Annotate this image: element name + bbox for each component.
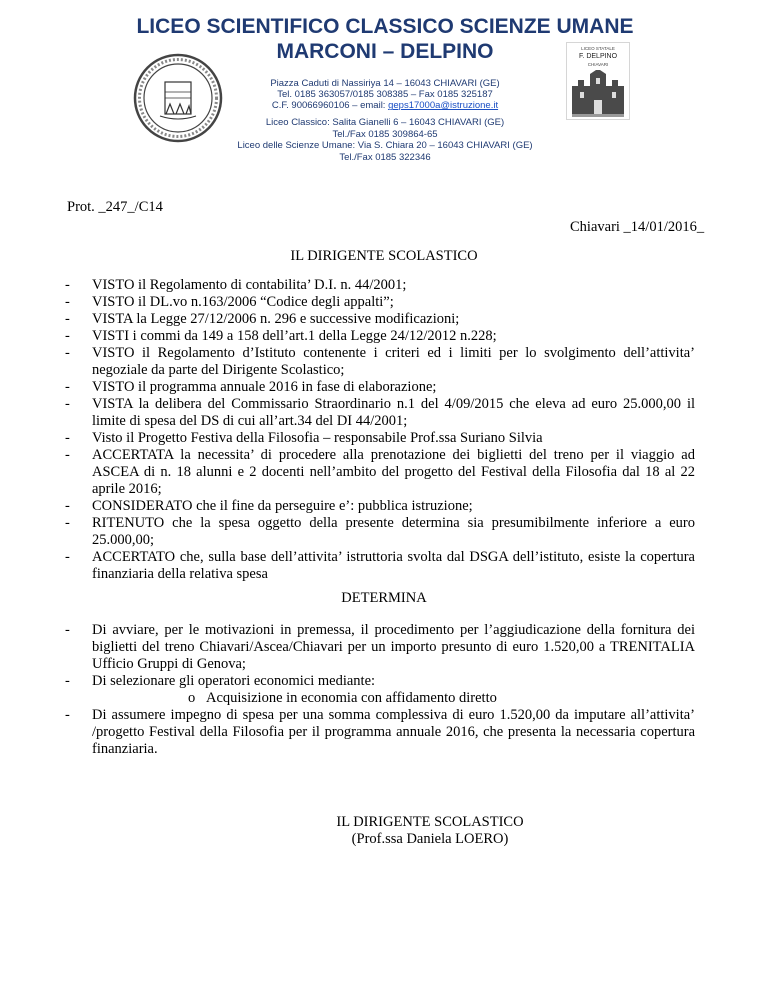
address-line: Piazza Caduti di Nassiriya 14 – 16043 CHIAVARI (GE) bbox=[270, 78, 500, 89]
dash: - bbox=[65, 498, 70, 514]
classico-phone: Tel./Fax 0185 309864-65 bbox=[332, 128, 438, 140]
list-item bbox=[65, 277, 695, 294]
determina-list bbox=[65, 622, 695, 758]
heading-dirigente: IL DIRIGENTE SCOLASTICO bbox=[290, 248, 478, 264]
school-title-line1: LICEO SCIENTIFICO CLASSICO SCIENZE UMANE bbox=[136, 15, 634, 38]
scienze-umane-phone: Tel./Fax 0185 322346 bbox=[339, 151, 431, 163]
item-text: Di selezionare gli operatori economici mediante: bbox=[92, 673, 376, 689]
list-item bbox=[65, 396, 695, 430]
item-text: VISTI i commi da 149 a 158 dell’art.1 della Legge 24/12/2012 n.228; bbox=[92, 328, 497, 344]
signature-title: IL DIRIGENTE SCOLASTICO bbox=[336, 814, 524, 830]
logo-line-3: CHIAVARI bbox=[587, 62, 609, 67]
visto-list bbox=[65, 277, 695, 583]
contact-block bbox=[210, 78, 560, 112]
list-item bbox=[65, 294, 695, 311]
delpino-logo bbox=[566, 42, 630, 120]
item-text: Di avviare, per le motivazioni in premessa, il procedimento per l’aggiudicazione della fornitura dei biglietti del treno Chiavari/Ascea/Chiavari per un importo presunto di euro 1.520,00 a TRENITALIA Ufficio Gruppi di Genova; bbox=[92, 622, 695, 672]
item-text: ACCERTATO che, sulla base dell’attivita’ istruttoria svolta dal DSGA dell’istituto, esiste la copertura finanziaria della relativa spesa bbox=[92, 549, 695, 582]
dash: - bbox=[65, 277, 70, 293]
signature-block bbox=[300, 814, 560, 848]
dash: - bbox=[65, 328, 70, 344]
item-text: VISTA la Legge 27/12/2006 n. 296 e successive modificazioni; bbox=[92, 311, 460, 327]
item-text: VISTA la delibera del Commissario Straordinario n.1 del 4/09/2015 che eleva ad euro 25.000,00 il limite di spesa del DS di cui all’art.34 del DI 44/2001; bbox=[92, 396, 695, 429]
dash: - bbox=[65, 622, 70, 638]
dash: - bbox=[65, 549, 70, 565]
item-text: ACCERTATA la necessita’ di procedere alla prenotazione dei biglietti del treno per il viaggio ad ASCEA di n. 18 alunni e 2 docenti nell’ambito del progetto del Festival della Filosofia dal 18 al 22 aprile 2016; bbox=[92, 447, 695, 497]
scienze-umane-address: Liceo delle Scienze Umane: Via S. Chiara 20 – 16043 CHIAVARI (GE) bbox=[237, 140, 533, 151]
list-item bbox=[65, 379, 695, 396]
item-text: Di assumere impegno di spesa per una somma complessiva di euro 1.520,00 da imputare all’attivita’ /progetto Festival della Filosofia per il programma annuale 2016, che presenta la necessaria copertura finanziaria. bbox=[92, 707, 695, 757]
item-text: VISTO il programma annuale 2016 in fase di elaborazione; bbox=[92, 379, 437, 395]
dash: - bbox=[65, 379, 70, 395]
list-item bbox=[65, 549, 695, 583]
classico-address: Liceo Classico: Salita Gianelli 6 – 16043 CHIAVARI (GE) bbox=[265, 117, 505, 128]
item-text: VISTO il Regolamento di contabilita’ D.I. n. 44/2001; bbox=[92, 277, 407, 293]
list-item bbox=[65, 515, 695, 549]
item-text: Visto il Progetto Festiva della Filosofia – responsabile Prof.ssa Suriano Silvia bbox=[92, 430, 543, 446]
phone-line: Tel. 0185 363057/0185 308385 – Fax 0185 325187 bbox=[277, 89, 493, 101]
list-item bbox=[65, 673, 695, 707]
dash: - bbox=[65, 673, 70, 689]
heading-determina: DETERMINA bbox=[341, 590, 427, 606]
dash: - bbox=[65, 396, 70, 412]
dash: - bbox=[65, 430, 70, 446]
cf-email-line bbox=[210, 100, 560, 111]
sub-item-text: Acquisizione in economia con affidamento diretto bbox=[206, 690, 497, 706]
list-item bbox=[65, 430, 695, 447]
school-title-line2: MARCONI – DELPINO bbox=[276, 40, 494, 63]
dash: - bbox=[65, 311, 70, 327]
dash: - bbox=[65, 515, 70, 531]
item-text: RITENUTO che la spesa oggetto della presente determina sia presumibilmente inferiore a euro 25.000,00; bbox=[92, 515, 695, 548]
branch-addresses bbox=[150, 117, 620, 163]
dash: - bbox=[65, 707, 70, 723]
list-item bbox=[65, 311, 695, 328]
list-item bbox=[65, 498, 695, 515]
list-item bbox=[65, 707, 695, 758]
email-link[interactable]: geps17000a@istruzione.it bbox=[388, 100, 499, 112]
item-text: VISTO il Regolamento d’Istituto contenente i criteri ed i limiti per lo svolgimento dell’attivita’ negoziale da parte del Dirigente Scolastico; bbox=[92, 345, 695, 378]
dash: - bbox=[65, 447, 70, 463]
document-date: Chiavari _14/01/2016_ bbox=[570, 219, 705, 235]
list-item bbox=[65, 345, 695, 379]
signature-name: (Prof.ssa Daniela LOERO) bbox=[351, 831, 509, 847]
dash: - bbox=[65, 294, 70, 310]
list-item bbox=[65, 622, 695, 673]
item-text: CONSIDERATO che il fine da perseguire e’: pubblica istruzione; bbox=[92, 498, 473, 514]
list-item bbox=[65, 447, 695, 498]
dash: - bbox=[65, 345, 70, 361]
item-text: VISTO il DL.vo n.163/2006 “Codice degli appalti”; bbox=[92, 294, 394, 310]
list-item bbox=[65, 328, 695, 345]
logo-line-1: LICEO STATALE bbox=[581, 46, 615, 51]
logo-line-2: F. DELPINO bbox=[578, 53, 618, 60]
circle-bullet: o bbox=[188, 690, 196, 706]
sub-list-item bbox=[92, 690, 695, 707]
cf-text: C.F. 90066960106 – email: bbox=[271, 100, 389, 112]
protocol-number: Prot. _247_/C14 bbox=[67, 199, 163, 215]
